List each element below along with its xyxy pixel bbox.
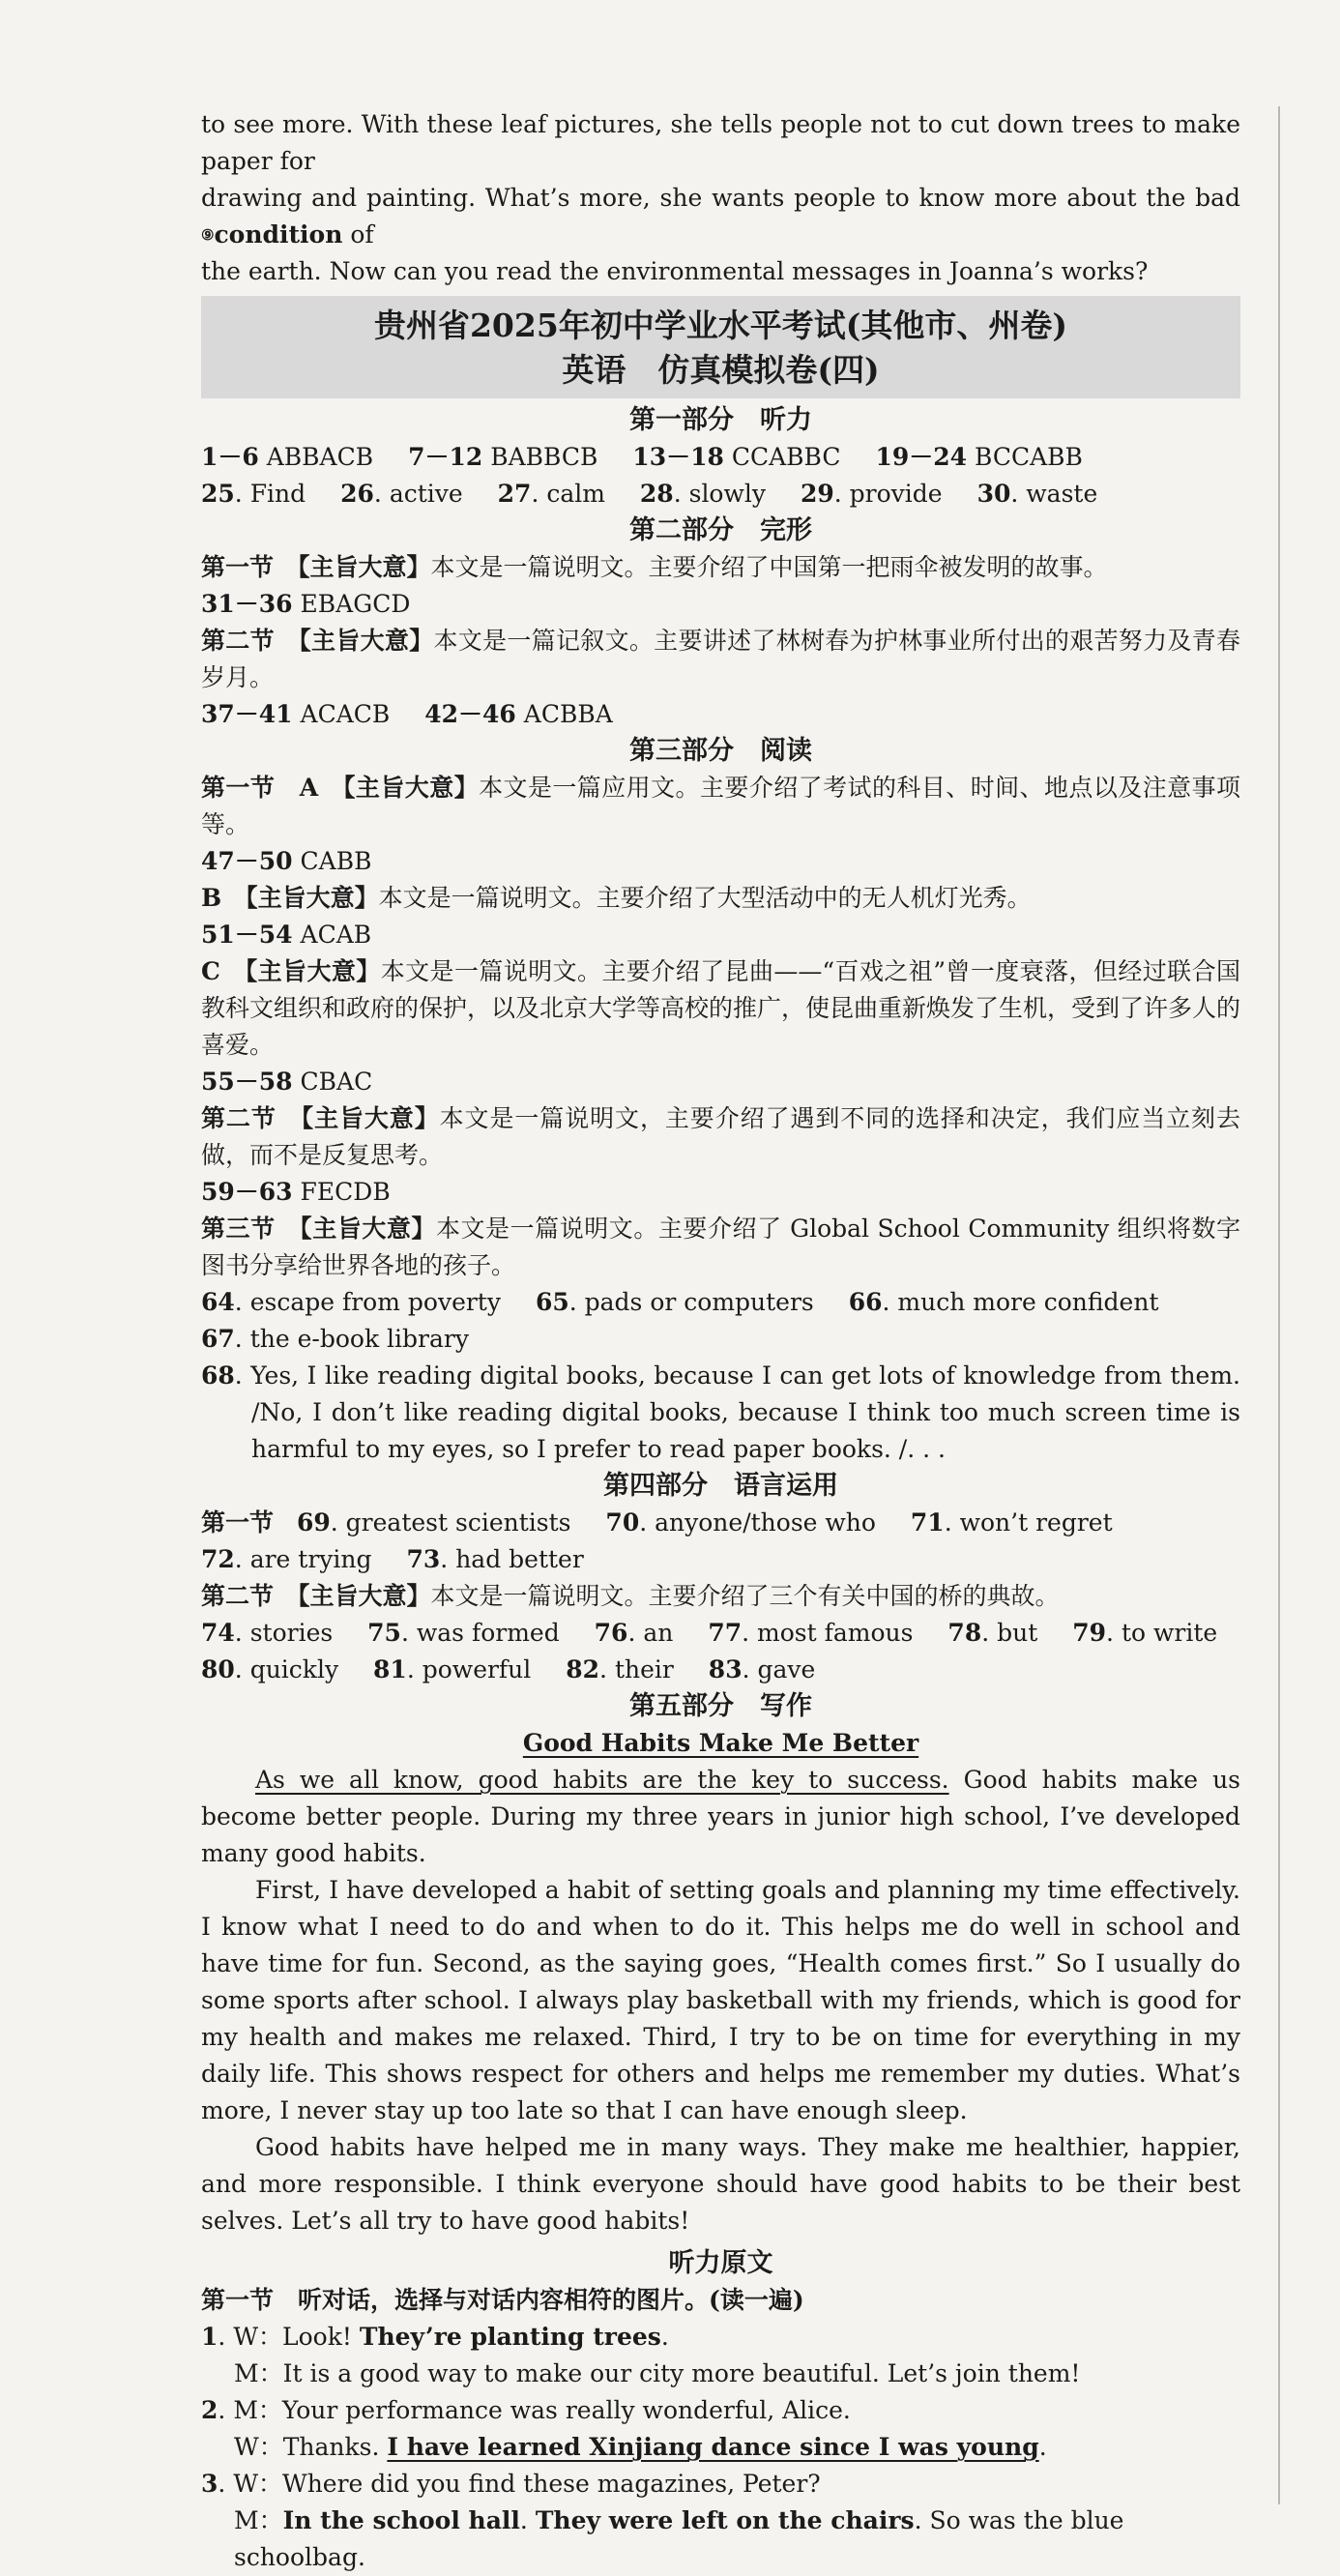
answer: CABB [300, 847, 372, 875]
q-number: 76 [594, 1619, 628, 1647]
answer: BCCABB [975, 443, 1083, 471]
speaker-line: . [1038, 2433, 1047, 2461]
q-range: 13－18 [632, 443, 724, 471]
speaker-line: . So was the blue schoolbag. [234, 2506, 1124, 2571]
answer-page [201, 106, 1240, 2576]
part1-answers-row2: 25. Find 26. active 27. calm 28. slowly 29. provide 30. waste [201, 480, 1098, 508]
paragraph-text: Good habits make us become better people. During my three years in junior high school, I’ve developed many good habits. [201, 1766, 1240, 1867]
answer: stories [249, 1619, 334, 1647]
answer: anyone/those who [655, 1508, 876, 1537]
topic-sentence: As we all know, good habits are the key to success. [255, 1766, 949, 1794]
q-number: 72 [201, 1545, 235, 1573]
essay-title: Good Habits Make Me Better [522, 1729, 919, 1757]
section-label: 第三节 【主旨大意】 [201, 1215, 436, 1243]
answer: an [643, 1619, 674, 1647]
q-number: 25 [201, 480, 235, 508]
part3-c-answers [201, 1064, 1240, 1100]
q-range: 7－12 [408, 443, 483, 471]
answer: BABBCB [490, 443, 598, 471]
answer: Yes, I like reading digital books, because I can get lots of knowledge from them. /No, I don’t like reading digital books, because I think too much screen time is harmful to my eyes, so I prefer to read paper books. /. . . [250, 1361, 1240, 1463]
exam-subtitle: 英语 仿真模拟卷(四) [562, 351, 880, 389]
part5-heading: 第五部分 写作 [629, 1691, 812, 1721]
answer: gave [757, 1655, 816, 1683]
part3-q64-66: 64. escape from poverty 65. pads or computers 66. much more confident [201, 1288, 1159, 1316]
answer: Find [249, 480, 306, 508]
answer: calm [546, 480, 605, 508]
intro-line-3: the earth. Now can you read the environmental messages in Joanna’s works? [201, 257, 1149, 285]
part3-c-summary [201, 953, 1240, 1064]
section-label: 第二节 【主旨大意】 [201, 1104, 440, 1132]
answer: had better [455, 1545, 584, 1573]
answer: CCABBC [731, 443, 841, 471]
q-number: 81 [373, 1655, 407, 1683]
q-range: 47－50 [201, 847, 293, 875]
q-number: 69 [296, 1508, 331, 1537]
key-sentence: They’re planting trees [359, 2323, 661, 2351]
part4-section2-summary [201, 1578, 1240, 1615]
speaker-line: M： [234, 2506, 283, 2534]
answer: the e-book library [249, 1325, 469, 1353]
q-number: 80 [201, 1655, 235, 1683]
dialogue-3-w: 3. W：Where did you find these magazines, Peter? [201, 2470, 821, 2498]
q-range: 1－6 [201, 443, 259, 471]
answer: greatest scientists [345, 1508, 571, 1537]
q-number: 65 [535, 1288, 569, 1316]
answer: won’t regret [959, 1508, 1113, 1537]
q-number: 75 [367, 1619, 401, 1647]
q-number: 78 [947, 1619, 982, 1647]
answer: ACAB [300, 921, 372, 949]
q-number: 83 [708, 1655, 743, 1683]
answer: powerful [422, 1655, 532, 1683]
exam-title: 贵州省2025年初中学业水平考试(其他市、州卷) [373, 307, 1068, 344]
answer: their [614, 1655, 674, 1683]
summary-text: 本文是一篇记叙文。主要讲述了林树春为护林事业所付出的艰苦努力及青春岁月。 [201, 627, 1240, 691]
summary-text: 本文是一篇说明文。主要介绍了 Global School Community 组织将数字图书分享给世界各地的孩子。 [201, 1215, 1240, 1279]
summary-text: 本文是一篇说明文。主要介绍了中国第一把雨伞被发明的故事。 [430, 553, 1108, 581]
section-label: 第二节 【主旨大意】 [201, 627, 434, 655]
speaker-line: W：Thanks. [234, 2433, 388, 2461]
dialogue-3-m [201, 2503, 1240, 2576]
q-range: 55－58 [201, 1068, 293, 1096]
q-number: 26 [340, 480, 374, 508]
q-number: 70 [605, 1508, 640, 1537]
key-sentence: I have learned Xinjiang dance since I was young [387, 2433, 1039, 2461]
column-rule [1278, 106, 1280, 2504]
essay-paragraph-1 [201, 1762, 1240, 1872]
answer: ACACB [300, 700, 391, 728]
part4-row3: 74. stories 75. was formed 76. an 77. most famous 78. but 79. to write [201, 1619, 1218, 1647]
q-number: 1 [201, 2323, 218, 2351]
answer: ABBACB [266, 443, 374, 471]
answer: to write [1121, 1619, 1218, 1647]
part2-section1-summary [201, 549, 1240, 586]
q-number: 2 [201, 2396, 218, 2424]
part4-heading: 第四部分 语言运用 [603, 1471, 838, 1501]
answer: was formed [416, 1619, 560, 1647]
part3-b-summary [201, 880, 1240, 917]
section-label: 第一节 A 【主旨大意】 [201, 774, 480, 802]
essay-paragraph-2: First, I have developed a habit of setting goals and planning my time effectively. I know what I need to do and when to do it. This helps me do well in school and have time for fun. Second, as the saying goes, “Health comes first.” So I usually do some sports after school. I always play basketball with my friends, which is good for my health and makes me relaxed. Third, I try to be on time for everything in my daily life. This shows respect for others and helps me remember my duties. What’s more, I never stay up too late so that I can have enough sleep. [201, 1876, 1240, 2124]
q-range: 37－41 [201, 700, 293, 728]
answer: quickly [249, 1655, 339, 1683]
part1-heading: 第一部分 听力 [629, 405, 812, 435]
answer: active [389, 480, 463, 508]
summary-text: 本文是一篇说明文，主要介绍了遇到不同的选择和决定，我们应当立刻去做，而不是反复思考。 [201, 1104, 1240, 1169]
part3-heading: 第三部分 阅读 [629, 736, 812, 766]
keyword-condition: condition [214, 220, 343, 249]
q-number: 28 [639, 480, 674, 508]
section-label: 第一节 [201, 1508, 275, 1537]
q-range: 19－24 [875, 443, 968, 471]
dialogue-2-w [201, 2429, 1240, 2466]
q-number: 29 [800, 480, 834, 508]
part3-q67: 67. the e-book library [201, 1325, 469, 1353]
answer: most famous [757, 1619, 914, 1647]
section-label: 第一节 听对话，选择与对话内容相符的图片。(读一遍) [201, 2286, 804, 2314]
dialogue-2-m: 2. M：Your performance was really wonderful, Alice. [201, 2396, 851, 2424]
q-range: 59－63 [201, 1178, 293, 1206]
part3-section2-summary [201, 1100, 1240, 1174]
answer: pads or computers [584, 1288, 814, 1316]
part3-section3-summary [201, 1211, 1240, 1284]
q-range: 51－54 [201, 921, 293, 949]
q-number: 27 [497, 480, 532, 508]
answer: slowly [688, 480, 767, 508]
summary-text: 本文是一篇应用文。主要介绍了考试的科目、时间、地点以及注意事项等。 [201, 774, 1240, 838]
speaker-line: W：Where did you find these magazines, Peter? [233, 2470, 821, 2498]
key-sentence: They were left on the chairs [535, 2506, 915, 2534]
part2-section1-answers [201, 586, 1240, 623]
q-number: 68 [201, 1361, 235, 1390]
part2-heading: 第二部分 完形 [629, 515, 812, 545]
speaker-line: . [660, 2323, 669, 2351]
q-number: 73 [406, 1545, 441, 1573]
transcript-heading: 听力原文 [668, 2248, 773, 2278]
part2-section2-answers [201, 696, 1240, 733]
intro-text: of [342, 220, 374, 249]
q-number: 74 [201, 1619, 235, 1647]
summary-text: 本文是一篇说明文。主要介绍了大型活动中的无人机灯光秀。 [378, 884, 1032, 912]
q-range: 31－36 [201, 590, 293, 618]
essay-paragraph-3: Good habits have helped me in many ways. They make me healthier, happier, and more responsible. I think everyone should have good habits to be their best selves. Let’s all try to have good habits! [201, 2133, 1240, 2235]
speaker-line: . [519, 2506, 536, 2534]
q-number: 64 [201, 1288, 235, 1316]
q-number: 77 [708, 1619, 743, 1647]
key-sentence: In the school hall [282, 2506, 520, 2534]
section-label: B 【主旨大意】 [201, 884, 379, 912]
q-number: 79 [1072, 1619, 1107, 1647]
intro-line-2 [201, 180, 1240, 253]
part4-row1: 第一节 69. greatest scientists 70. anyone/those who 71. won’t regret [201, 1508, 1113, 1537]
part4-row4: 80. quickly 81. powerful 82. their 83. gave [201, 1655, 816, 1683]
transcript-section1 [201, 2282, 1240, 2319]
intro-line-1: to see more. With these leaf pictures, she tells people not to cut down trees to make paper for [201, 110, 1240, 175]
answer: FECDB [300, 1178, 391, 1206]
part3-b-answers [201, 917, 1240, 953]
answer: waste [1026, 480, 1098, 508]
part3-section2-answers [201, 1174, 1240, 1211]
dialogue-1-w: 1. W：Look! They’re planting trees. [201, 2323, 669, 2351]
part4-row2: 72. are trying 73. had better [201, 1545, 584, 1573]
section-label: C 【主旨大意】 [201, 957, 381, 985]
answer: escape from poverty [249, 1288, 501, 1316]
part3-a-summary [201, 770, 1240, 843]
speaker-line: M：Your performance was really wonderful, Alice. [233, 2396, 851, 2424]
part2-section2-summary [201, 623, 1240, 696]
q-number: 71 [910, 1508, 945, 1537]
section-label: 第一节 【主旨大意】 [201, 553, 431, 581]
answer: are trying [249, 1545, 372, 1573]
dialogue-1-m: M：It is a good way to make our city more beautiful. Let’s join them! [234, 2359, 1081, 2387]
speaker-line: W：Look! [233, 2323, 360, 2351]
note-marker: ⑨ [201, 226, 215, 244]
answer: much more confident [897, 1288, 1159, 1316]
summary-text: 本文是一篇说明文。主要介绍了三个有关中国的桥的典故。 [430, 1582, 1060, 1610]
answer: ACBBA [523, 700, 613, 728]
part1-answers-row1 [201, 439, 1240, 476]
summary-text: 本文是一篇说明文。主要介绍了昆曲——“百戏之祖”曾一度衰落，但经过联合国教科文组织和政府的保护，以及北京大学等高校的推广，使昆曲重新焕发了生机，受到了许多人的喜爱。 [201, 957, 1241, 1059]
answer: provide [849, 480, 943, 508]
answer: CBAC [300, 1068, 373, 1096]
q-number: 67 [201, 1325, 235, 1353]
answer: EBAGCD [300, 590, 411, 618]
intro-text: drawing and painting. What’s more, she wants people to know more about the bad [201, 184, 1240, 212]
q-number: 3 [201, 2470, 218, 2498]
part3-q68: 68. Yes, I like reading digital books, because I can get lots of knowledge from them. /No, I don’t like reading digital books, because I think too much screen time is harmful to my eyes, so I prefer to read paper books. /. . . [201, 1361, 1240, 1463]
q-range: 42－46 [424, 700, 516, 728]
part3-a-answers [201, 843, 1240, 880]
answer: but [997, 1619, 1038, 1647]
q-number: 82 [566, 1655, 600, 1683]
exam-title-banner [201, 296, 1240, 398]
section-label: 第二节 【主旨大意】 [201, 1582, 431, 1610]
q-number: 30 [976, 480, 1011, 508]
q-number: 66 [848, 1288, 883, 1316]
